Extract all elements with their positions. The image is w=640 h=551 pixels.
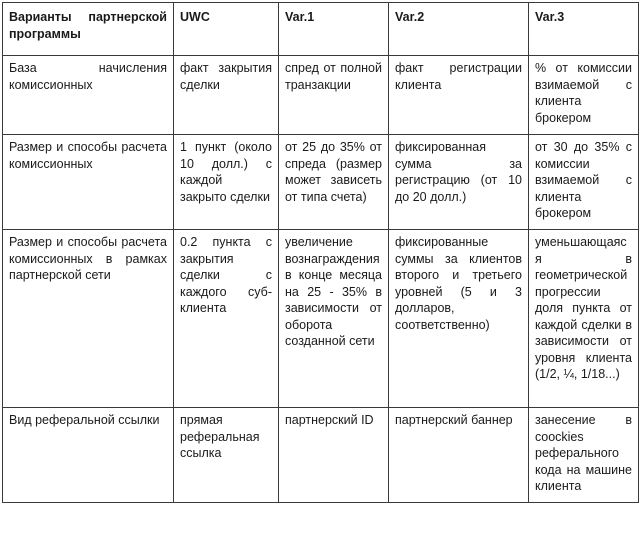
table-cell: 1 пункт (около 10 долл.) с каждой закрыто сделки	[174, 135, 279, 230]
table-cell: от 30 до 35% с комиссии взимаемой с клиента брокером	[529, 135, 639, 230]
table-cell: факт закрытия сделки	[174, 56, 279, 135]
row-label: Вид реферальной ссылки	[3, 408, 174, 503]
header-cell-var3: Var.3	[529, 3, 639, 56]
table-cell: партнерский ID	[279, 408, 389, 503]
table-cell: факт регистрации клиента	[389, 56, 529, 135]
row-label: Размер и способы расчета комиссионных в рамках партнерской сети	[3, 230, 174, 408]
header-cell-var2: Var.2	[389, 3, 529, 56]
partner-program-comparison-table	[2, 2, 639, 503]
table-row	[3, 408, 639, 503]
table-cell: фиксированные суммы за клиентов второго и третьего уровней (5 и 3 долларов, соответственно)	[389, 230, 529, 408]
table-row	[3, 230, 639, 408]
table-cell: прямая реферальная ссылка	[174, 408, 279, 503]
header-cell-uwc: UWC	[174, 3, 279, 56]
table-cell: уменьшающаяся в геометрической прогрессии доля пункта от каждой сделки в зависимости от уровня клиента (1/2, ¼, 1/18...)	[529, 230, 639, 408]
table-cell: 0.2 пункта с закрытия сделки с каждого суб-клиента	[174, 230, 279, 408]
table-header-row	[3, 3, 639, 56]
header-cell-var1: Var.1	[279, 3, 389, 56]
table-cell: увеличение вознаграждения в конце месяца на 25 - 35% в зависимости от оборота созданной сети	[279, 230, 389, 408]
header-cell-variants: Варианты партнерской программы	[3, 3, 174, 56]
row-label: Размер и способы расчета комиссионных	[3, 135, 174, 230]
table-row	[3, 135, 639, 230]
table-cell: фиксированная сумма за регистрацию (от 10 до 20 долл.)	[389, 135, 529, 230]
table-row	[3, 56, 639, 135]
table-cell: % от комиссии взимаемой с клиента брокером	[529, 56, 639, 135]
table-cell: занесение в coockies реферального кода на машине клиента	[529, 408, 639, 503]
table-cell: от 25 до 35% от спреда (размер может зависеть от типа счета)	[279, 135, 389, 230]
table-cell: партнерский баннер	[389, 408, 529, 503]
table-cell: спред от полной транзакции	[279, 56, 389, 135]
row-label: База начисления комиссионных	[3, 56, 174, 135]
